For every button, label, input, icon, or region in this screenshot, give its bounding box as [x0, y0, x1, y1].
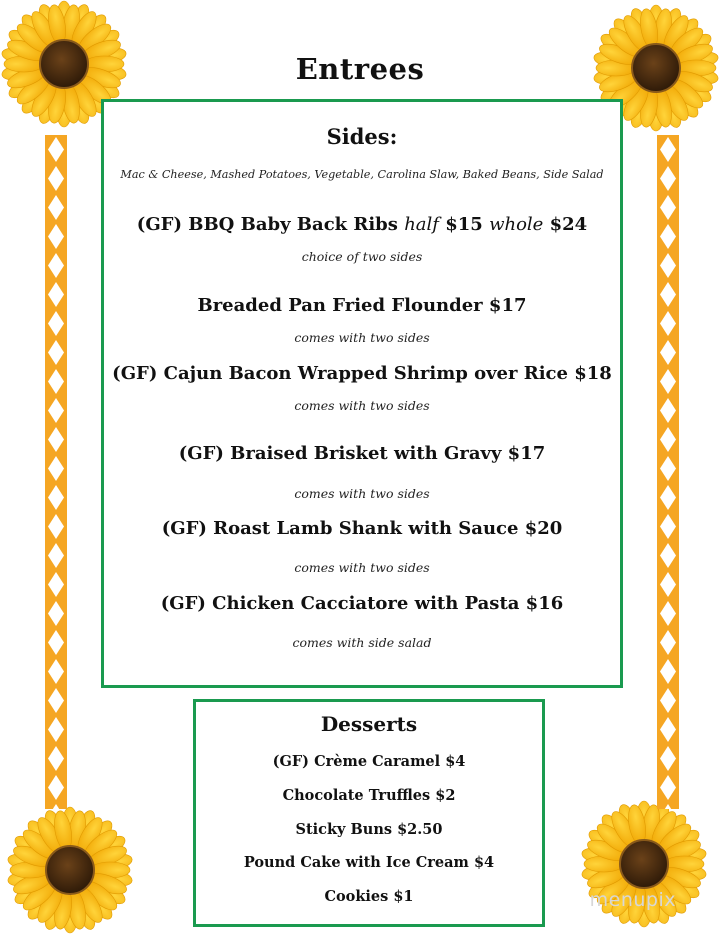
ribs-name: (GF) BBQ Baby Back Ribs	[136, 214, 398, 235]
dessert-item-creme-caramel: (GF) Crème Caramel $4	[272, 753, 466, 770]
sides-list: Mac & Cheese, Mashed Potatoes, Vegetable, Carolina Slaw, Baked Beans, Side Salad	[120, 168, 604, 181]
right-diamond-border	[657, 135, 679, 809]
ribs-whole-price: $24	[549, 214, 588, 235]
sides-heading: Sides:	[326, 124, 398, 149]
page-title: Entrees	[295, 52, 425, 86]
dessert-item-cookies: Cookies $1	[324, 888, 414, 905]
dessert-item-sticky-buns: Sticky Buns $2.50	[295, 821, 443, 838]
menu-item-brisket: (GF) Braised Brisket with Gravy $17	[178, 443, 546, 464]
watermark: menupix	[589, 889, 676, 911]
shrimp-desc: comes with two sides	[294, 398, 430, 413]
menu-item-shrimp: (GF) Cajun Bacon Wrapped Shrimp over Rice $18	[112, 363, 612, 384]
brisket-desc: comes with two sides	[294, 486, 430, 501]
menu-item-flounder: Breaded Pan Fried Flounder $17	[197, 295, 527, 316]
sunflower-icon-bottom-left	[6, 806, 134, 934]
desserts-title: Desserts	[320, 712, 418, 736]
menu-item-chicken: (GF) Chicken Cacciatore with Pasta $16	[160, 593, 564, 614]
dessert-item-pound-cake: Pound Cake with Ice Cream $4	[243, 854, 495, 871]
dessert-item-truffles: Chocolate Truffles $2	[282, 787, 456, 804]
ribs-half-label: half	[404, 214, 439, 235]
lamb-desc: comes with two sides	[294, 560, 430, 575]
flounder-desc: comes with two sides	[294, 330, 430, 345]
entrees-box	[101, 99, 623, 688]
chicken-desc: comes with side salad	[292, 635, 432, 650]
ribs-half-price: $15	[445, 214, 483, 235]
left-diamond-border	[45, 135, 67, 809]
ribs-whole-label: whole	[489, 214, 544, 235]
desserts-box	[193, 699, 545, 927]
menu-item-ribs	[104, 214, 620, 235]
menu-item-lamb: (GF) Roast Lamb Shank with Sauce $20	[161, 518, 563, 539]
ribs-desc: choice of two sides	[301, 249, 423, 264]
